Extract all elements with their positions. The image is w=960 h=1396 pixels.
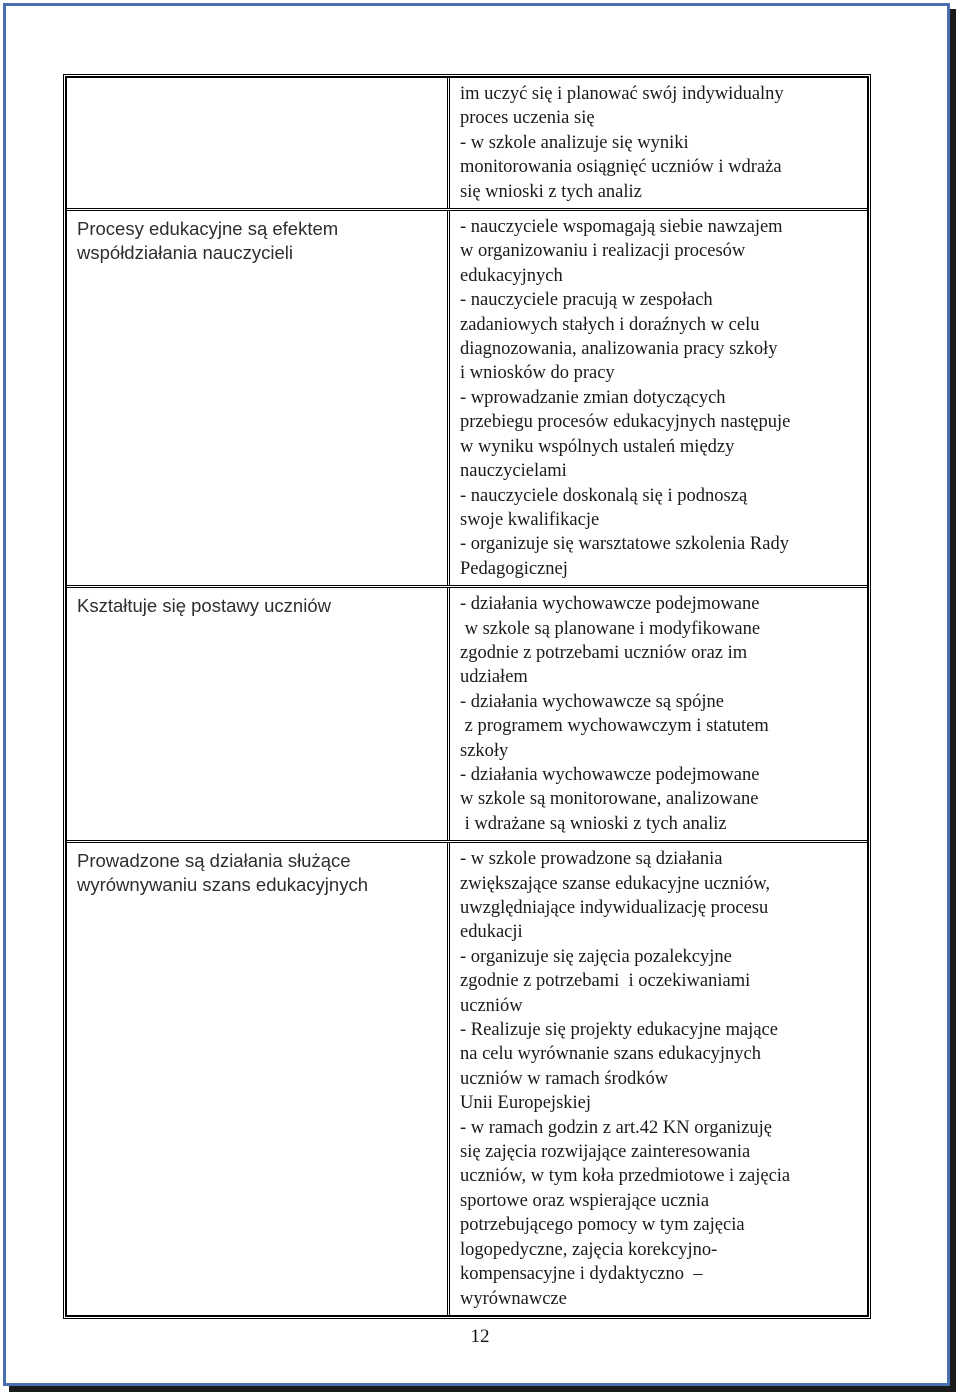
cell-line: się wnioski z tych analiz bbox=[460, 181, 642, 202]
criterion-cell bbox=[67, 843, 450, 1315]
criterion-cell bbox=[67, 588, 450, 840]
cell-line: w organizowaniu i realizacji procesów bbox=[460, 241, 746, 262]
cell-line: im uczyć się i planować swój indywidualny bbox=[460, 84, 784, 104]
criterion-line: wyrównywaniu szans edukacyjnych bbox=[77, 874, 368, 896]
cell-line: i wdrażane są wnioski z tych analiz bbox=[460, 813, 727, 834]
table-row bbox=[67, 840, 867, 1315]
cell-line: w szkole są monitorowane, analizowane bbox=[460, 789, 759, 810]
cell-line: diagnozowania, analizowania pracy szkoły bbox=[460, 339, 778, 360]
criterion-cell bbox=[67, 78, 450, 208]
cell-line: Pedagogicznej bbox=[460, 558, 568, 579]
description-cell bbox=[450, 843, 867, 1315]
description-cell bbox=[450, 588, 867, 840]
cell-line: uczniów w ramach środków bbox=[460, 1068, 669, 1089]
page-number: 12 bbox=[470, 1326, 490, 1347]
cell-line: wyrównawcze bbox=[460, 1288, 567, 1309]
criterion-cell bbox=[67, 211, 450, 585]
cell-line: - nauczyciele doskonalą się i podnoszą bbox=[460, 485, 748, 506]
criterion-line: współdziałania nauczycieli bbox=[77, 242, 293, 264]
cell-line: Unii Europejskiej bbox=[460, 1093, 592, 1114]
cell-line: zwiększające szanse edukacyjne uczniów, bbox=[460, 873, 771, 894]
cell-line: - nauczyciele pracują w zespołach bbox=[460, 290, 713, 311]
cell-line: szkoły bbox=[460, 740, 509, 761]
cell-line: logopedyczne, zajęcia korekcyjno- bbox=[460, 1239, 718, 1260]
cell-line: - nauczyciele wspomagają siebie nawzajem bbox=[460, 217, 783, 238]
cell-line: - Realizuje się projekty edukacyjne mające bbox=[460, 1020, 778, 1041]
cell-line: się zajęcia rozwijające zainteresowania bbox=[460, 1142, 751, 1163]
cell-line: - organizuje się zajęcia pozalekcyjne bbox=[460, 946, 732, 967]
cell-line: - w ramach godzin z art.42 KN organizuję bbox=[460, 1117, 772, 1138]
cell-line: zgodnie z potrzebami uczniów oraz im bbox=[460, 642, 748, 663]
cell-line: uwzględniające indywidualizację procesu bbox=[460, 898, 769, 918]
cell-line: - w szkole prowadzone są działania bbox=[460, 849, 723, 870]
cell-line: i wniosków do pracy bbox=[460, 363, 615, 384]
cell-line: nauczycielami bbox=[460, 461, 567, 482]
cell-line: - działania wychowawcze podejmowane bbox=[460, 594, 760, 615]
criterion-line: Kształtuje się postawy uczniów bbox=[77, 595, 331, 617]
cell-line: w wyniku wspólnych ustaleń między bbox=[460, 436, 735, 457]
description-cell bbox=[450, 211, 867, 585]
cell-line: sportowe oraz wspierające ucznia bbox=[460, 1190, 710, 1211]
cell-line: zadaniowych stałych i doraźnych w celu bbox=[460, 314, 760, 335]
cell-line: przebiegu procesów edukacyjnych następuje bbox=[460, 412, 791, 433]
cell-line: kompensacyjne i dydaktyczno – bbox=[460, 1264, 703, 1285]
cell-line: - działania wychowawcze podejmowane bbox=[460, 764, 760, 785]
table-row bbox=[67, 208, 867, 585]
cell-line: uczniów bbox=[460, 995, 523, 1016]
cell-line: - organizuje się warsztatowe szkolenia Rady bbox=[460, 534, 789, 555]
cell-line: zgodnie z potrzebami i oczekiwaniami bbox=[460, 971, 751, 992]
cell-line: - wprowadzanie zmian dotyczących bbox=[460, 387, 726, 408]
cell-line: z programem wychowawczym i statutem bbox=[460, 716, 769, 737]
cell-line: swoje kwalifikacje bbox=[460, 509, 600, 530]
criteria-table bbox=[66, 77, 868, 1316]
criterion-line: Prowadzone są działania służące bbox=[77, 850, 351, 872]
cell-line: edukacji bbox=[460, 922, 523, 943]
cell-line: proces uczenia się bbox=[460, 108, 595, 129]
cell-line: udziałem bbox=[460, 667, 528, 688]
table-row bbox=[67, 78, 867, 208]
cell-line: w szkole są planowane i modyfikowane bbox=[460, 618, 761, 639]
table-row bbox=[67, 585, 867, 840]
criterion-line: Procesy edukacyjne są efektem bbox=[77, 218, 339, 240]
cell-line: - w szkole analizuje się wyniki bbox=[460, 132, 689, 153]
description-cell bbox=[450, 78, 867, 208]
cell-line: potrzebującego pomocy w tym zajęcia bbox=[460, 1215, 745, 1236]
cell-line: uczniów, w tym koła przedmiotowe i zajęcia bbox=[460, 1166, 791, 1187]
cell-line: - działania wychowawcze są spójne bbox=[460, 691, 725, 712]
cell-line: edukacyjnych bbox=[460, 265, 563, 286]
cell-line: monitorowania osiągnięć uczniów i wdraża bbox=[460, 157, 782, 178]
cell-line: na celu wyrównanie szans edukacyjnych bbox=[460, 1044, 762, 1065]
